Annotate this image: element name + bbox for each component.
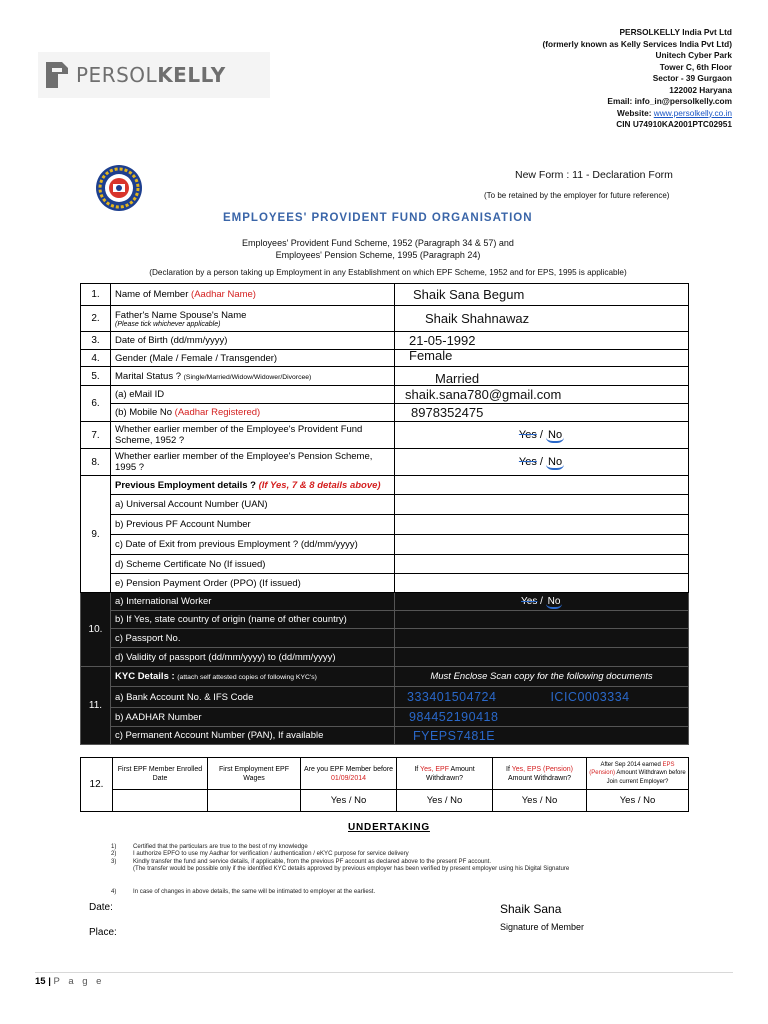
field-label: Marital Status ? (Single/Married/Widow/Widower/Divorcee): [111, 367, 395, 386]
table-row: 6. (a) eMail ID shaik.sana780@gmail.com: [81, 386, 689, 404]
eps-member-choice[interactable]: Yes / No: [395, 449, 689, 476]
father-name-value[interactable]: Shaik Shahnawaz: [395, 306, 689, 332]
gender-value[interactable]: Female: [395, 350, 689, 367]
table-row: 5. Marital Status ? (Single/Married/Widow/Widower/Divorcee) Married: [81, 367, 689, 386]
eps-after-2014-choice[interactable]: Yes / No: [587, 790, 689, 812]
table-row: 2. Father's Name Spouse's Name (Please tick whichever applicable) Shaik Shahnawaz: [81, 306, 689, 332]
eps-withdrawn-choice[interactable]: Yes / No: [493, 790, 587, 812]
declaration-note: (Declaration by a person taking up Employment in any Establishment on which EPF Scheme, 1952 and for EPS, 1995 is applicable): [149, 268, 627, 277]
table-row: [81, 515, 689, 535]
table-row: 9. Previous Employment details ? (If Yes, 7 & 8 details above): [81, 476, 689, 495]
field-label: (b) Mobile No (Aadhar Registered): [111, 404, 395, 422]
epfo-emblem-icon: [94, 163, 144, 213]
table-row: [81, 629, 689, 648]
website-line: Website: www.persolkelly.co.in: [617, 107, 732, 118]
signature-name: Shaik Sana: [500, 902, 562, 916]
organisation-title: EMPLOYEES' PROVIDENT FUND ORGANISATION: [223, 212, 533, 224]
signature-label: Signature of Member: [500, 922, 585, 932]
field-label: a) Universal Account Number (UAN): [111, 495, 395, 515]
undertaking-title: UNDERTAKING: [348, 822, 430, 833]
address-line: Unitech Cyber Park: [655, 50, 732, 60]
section-heading: Previous Employment details ? (If Yes, 7 & 8 details above): [111, 476, 395, 495]
passport-validity-value[interactable]: [395, 648, 689, 667]
list-item: 4) In case of changes in above details, the same will be intimated to employer at the earliest.: [111, 888, 376, 895]
field-label: Whether earlier member of the Employee's Provident Fund Scheme, 1952 ?: [111, 422, 395, 449]
table-row: 8. Whether earlier member of the Employee's Pension Scheme, 1995 ? Yes / No: [81, 449, 689, 476]
persolkelly-logo: [38, 52, 270, 98]
list-item: (The transfer would be possible only if the identified KYC details approved by previous employer has been verified by present employer using his Digital Signature: [133, 864, 570, 872]
field-label: Date of Birth (dd/mm/yyyy): [111, 332, 395, 350]
column-header: After Sep 2014 earned EPS (Pension) Amount Withdrawn before Join current Employer?: [587, 758, 689, 790]
field-label: a) International Worker: [111, 593, 395, 611]
email-value[interactable]: shaik.sana780@gmail.com: [395, 386, 689, 404]
column-header: First EPF Member Enrolled Date: [113, 758, 208, 790]
epf-wages-value[interactable]: [208, 790, 301, 812]
address-line: (formerly known as Kelly Services India Pvt Ltd): [542, 38, 732, 49]
field-label: b) Previous PF Account Number: [111, 515, 395, 535]
ppo-value[interactable]: [395, 574, 689, 593]
pf-account-value[interactable]: [395, 515, 689, 535]
undertaking-list: [111, 843, 569, 872]
column-header: First Employment EPF Wages: [208, 758, 301, 790]
empty-cell[interactable]: [395, 476, 689, 495]
cin-line: CIN U74910KA2001PTC02951: [616, 119, 732, 129]
field-label: a) Bank Account No. & IFS Code: [111, 687, 395, 708]
address-line: Email: info_in@persolkelly.com: [607, 96, 732, 106]
member-name-value[interactable]: Shaik Sana Begum: [395, 284, 689, 306]
field-label: d) Scheme Certificate No (If issued): [111, 555, 395, 574]
company-address: [542, 27, 732, 131]
table-row: 4. Gender (Male / Female / Transgender) Female: [81, 350, 689, 367]
mobile-value[interactable]: 8978352475: [395, 404, 689, 422]
marital-status-value[interactable]: Married: [395, 367, 689, 386]
table-row: 7. Whether earlier member of the Employee's Provident Fund Scheme, 1952 ? Yes / No: [81, 422, 689, 449]
field-label: c) Passport No.: [111, 629, 395, 648]
table-row: [81, 495, 689, 515]
address-line: Tower C, 6th Floor: [659, 61, 732, 72]
place-label: Place:: [89, 927, 117, 938]
pan-value[interactable]: FYEPS7481E: [395, 727, 689, 745]
website-link[interactable]: www.persolkelly.co.in: [653, 107, 732, 118]
exit-date-value[interactable]: [395, 535, 689, 555]
field-label: Whether earlier member of the Employee's Pension Scheme, 1995 ?: [111, 449, 395, 476]
table-row: [81, 790, 689, 812]
table-row: 3. Date of Birth (dd/mm/yyyy) 21-05-1992: [81, 332, 689, 350]
uan-value[interactable]: [395, 495, 689, 515]
field-label: (a) eMail ID: [111, 386, 395, 404]
form-number: New Form : 11 - Declaration Form: [515, 169, 673, 181]
page-footer: 15 | P a g e: [35, 976, 105, 987]
list-item: 1) Certified that the particulars are true to the best of my knowledge: [111, 843, 308, 850]
field-label: d) Validity of passport (dd/mm/yyyy) to (dd/mm/yyyy): [111, 648, 395, 667]
field-label: b) AADHAR Number: [111, 708, 395, 727]
date-label: Date:: [89, 902, 113, 913]
logo-wordmark: PERSOLKELLY: [76, 63, 226, 87]
address-line: 122002 Haryana: [669, 84, 732, 95]
table-header-row: 12. First EPF Member Enrolled Date First Employment EPF Wages Are you EPF Member before 01/09/2014 If Yes, EPF Amount Withdrawn? If Yes, EPS (Pension) Amount Withdrawn? After Sep 2014 earned EPS (Pension) Amount Withdrawn before Join current Employer?: [81, 758, 689, 790]
list-item: 2) I authorize EPFO to use my Aadhar for verification / authentication / eKYC purpose for service delivery: [111, 850, 409, 858]
field-label: Name of Member (Aadhar Name): [111, 284, 395, 306]
epf-member-choice[interactable]: Yes / No: [395, 422, 689, 449]
scheme-reference: Employees' Provident Fund Scheme, 1952 (Paragraph 34 & 57) and Employees' Pension Scheme, 1995 (Paragraph 24): [242, 238, 514, 260]
table-row: [81, 535, 689, 555]
address-line: PERSOLKELLY India Pvt Ltd: [619, 27, 732, 37]
passport-value[interactable]: [395, 629, 689, 648]
field-label: Father's Name Spouse's Name (Please tick whichever applicable): [111, 306, 395, 332]
persolkelly-mark-icon: [44, 60, 70, 90]
address-line: Sector - 39 Gurgaon: [652, 73, 732, 83]
epf-withdrawn-choice[interactable]: Yes / No: [397, 790, 493, 812]
field-label: c) Permanent Account Number (PAN), If available: [111, 727, 395, 745]
column-header: If Yes, EPF Amount Withdrawn?: [397, 758, 493, 790]
table-row: 10. a) International Worker Yes / No: [81, 593, 689, 611]
aadhar-value[interactable]: 984452190418: [395, 708, 689, 727]
epf-history-table: [80, 757, 689, 812]
table-row: [81, 574, 689, 593]
table-row: 1. Name of Member (Aadhar Name) Shaik Sana Begum: [81, 284, 689, 306]
table-row: [81, 611, 689, 629]
retained-note: (To be retained by the employer for future reference): [484, 191, 670, 200]
field-label: e) Pension Payment Order (PPO) (If issued): [111, 574, 395, 593]
footer-divider: [35, 972, 733, 973]
epf-member-before-choice[interactable]: Yes / No: [301, 790, 397, 812]
column-header: Are you EPF Member before 01/09/2014: [301, 758, 397, 790]
column-header: If Yes, EPS (Pension) Amount Withdrawn?: [493, 758, 587, 790]
bank-account-value[interactable]: 333401504724 ICIC0003334: [395, 687, 689, 708]
table-row: 11. KYC Details : (attach self attested copies of following KYC's) Must Enclose Scan copy for the following documents: [81, 667, 689, 687]
table-row: [81, 555, 689, 574]
scheme-certificate-value[interactable]: [395, 555, 689, 574]
field-label: b) If Yes, state country of origin (name of other country): [111, 611, 395, 629]
declaration-table: [80, 283, 689, 745]
list-item: 3) Kindly transfer the fund and service details, if applicable, from the previous PF account as declared above to the present PF account.: [111, 857, 492, 865]
field-label: c) Date of Exit from previous Employment ? (dd/mm/yyyy): [111, 535, 395, 555]
field-label: Gender (Male / Female / Transgender): [111, 350, 395, 367]
table-row: [81, 404, 689, 422]
kyc-note: Must Enclose Scan copy for the following documents: [395, 667, 689, 687]
dob-value[interactable]: 21-05-1992: [395, 332, 689, 350]
enrolled-date-value[interactable]: [113, 790, 208, 812]
table-row: [81, 708, 689, 727]
table-row: [81, 687, 689, 708]
country-value[interactable]: [395, 611, 689, 629]
international-worker-choice[interactable]: Yes / No: [395, 593, 689, 611]
table-row: [81, 648, 689, 667]
section-heading: KYC Details : (attach self attested copies of following KYC's): [111, 667, 395, 687]
table-row: [81, 727, 689, 745]
